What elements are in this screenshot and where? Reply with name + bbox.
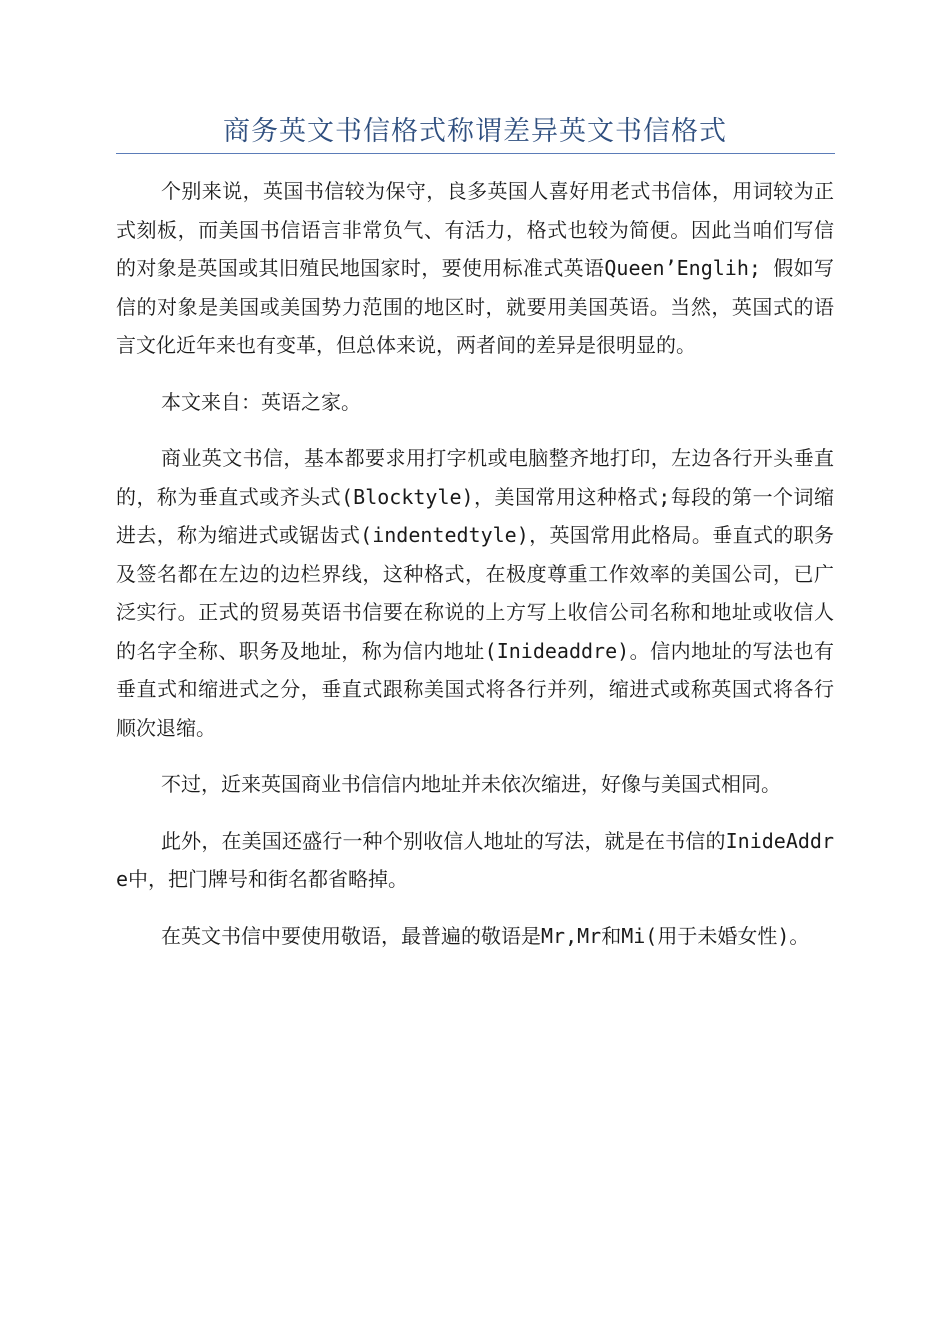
paragraph-2: 本文来自：英语之家。 — [161, 389, 361, 414]
paragraph-6: 在英文书信中要使用敬语，最普遍的敬语是Mr,Mr和Mi(用于未婚女性)。 — [161, 923, 810, 948]
title-underline — [116, 153, 835, 154]
paragraph-5: 此外，在美国还盛行一种个别收信人地址的写法，就是在书信的InideAddre中，把门牌号和街名都省略掉。 — [116, 828, 834, 891]
paragraph-3: 商业英文书信，基本都要求用打字机或电脑整齐地打印，左边各行开头垂直的，称为垂直式或齐头式(Blocktyle)，美国常用这种格式;每段的第一个词缩进去，称为缩进式或锯齿式(indentedtyle)，英国常用此格局。垂直式的职务及签名都在左边的边栏界线，这种格式，在极度尊重工作效率的美国公司，已广泛实行。正式的贸易英语书信要在称说的上方写上收信公司名称和地址或收信人的名字全称、职务及地址，称为信内地址(Inideaddre)。信内地址的写法也有垂直式和缩进式之分，垂直式跟称美国式将各行并列，缩进式或称英国式将各行顺次退缩。 — [116, 446, 834, 740]
paragraph-1: 个别来说，英国书信较为保守，良多英国人喜好用老式书信体，用词较为正式刻板，而美国书信语言非常负气、有活力，格式也较为简便。因此当咱们写信的对象是英国或其旧殖民地国家时，要使用标准式英语Queen’Englih; 假如写信的对象是美国或美国势力范围的地区时，就要用美国英语。当然，英国式的语言文化近年来也有变革，但总体来说，两者间的差异是很明显的。 — [116, 179, 834, 357]
document-body — [116, 172, 834, 973]
paragraph-4: 不过，近来英国商业书信信内地址并未依次缩进，好像与美国式相同。 — [161, 772, 781, 796]
document-title: 商务英文书信格式称谓差异英文书信格式 — [223, 116, 727, 147]
